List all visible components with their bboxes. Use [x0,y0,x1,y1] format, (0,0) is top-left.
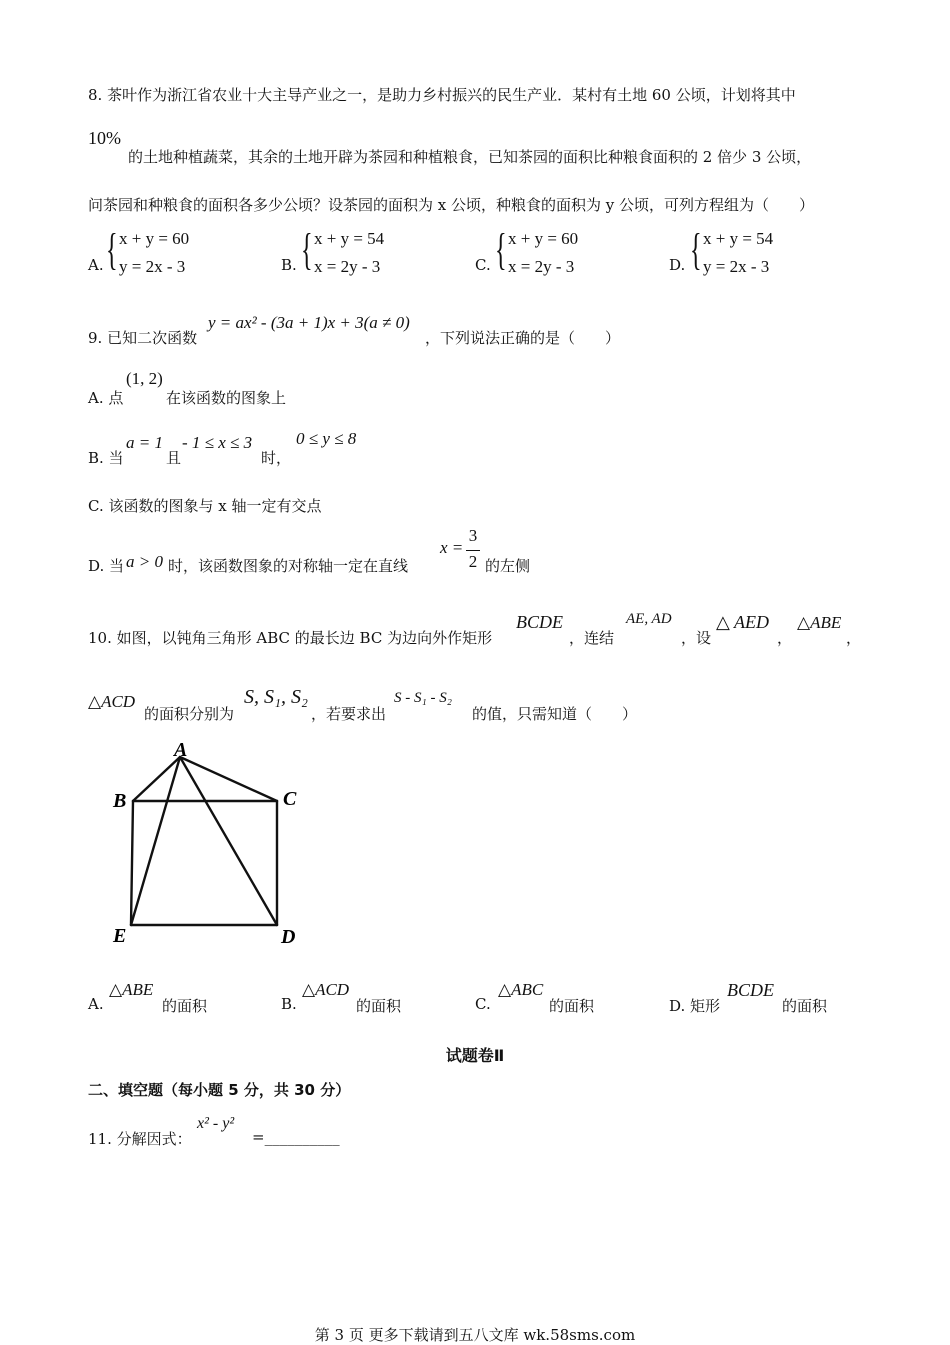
q10-figure [100,735,320,950]
q10-option-d-text: 的面积 [782,997,828,1015]
q9-a-prefix: A. 点 [88,389,124,407]
q9-b-prefix: B. 当 [88,449,124,467]
q8-option-c-label: C. [475,256,491,274]
q8-line2: 的土地种植蔬菜，其余的土地开辟为茶园和种植粮食，已知茶园的面积比种粮食面积的 2 倍少 3 公顷， [128,148,812,166]
q10-option-a-label: A. [88,995,104,1013]
brace-icon: { [690,225,702,274]
edge-ad [180,757,277,925]
q9-b-result: 0 ≤ y ≤ 8 [296,429,357,448]
q9-a-suffix: 在该函数的图象上 [166,389,287,407]
brace-icon: { [301,225,313,274]
page-footer: 第 3 页 更多下载请到五八文库 wk.58sms.com [314,1326,636,1344]
q10-rect-name: BCDE [516,612,563,632]
q10-option-c-math: △ABC [498,980,544,999]
q10-expr: S - S₁ - S₂ [394,690,452,706]
brace-icon: { [495,225,507,274]
q9-b-cond2: - 1 ≤ x ≤ 3 [182,433,253,452]
q11-prefix: 11. 分解因式： [88,1130,192,1148]
q8-option-d-label: D. [669,256,686,274]
q8-option-a-eq1: x + y = 60 [119,229,190,248]
q8-option-d-eq1: x + y = 54 [703,229,774,248]
q9-d-suffix: 的左侧 [485,557,531,575]
q8-option-b-eq1: x + y = 54 [314,229,385,248]
q10-option-b-math: △ACD [302,980,350,999]
q10-comma1: ， [777,629,793,647]
q8-option-b-eq2: x = 2y - 3 [314,257,381,276]
q9-b-and: 且 [166,449,182,467]
q9-d-mid: 时，该函数图象的对称轴一定在直线 [168,557,409,575]
q10-option-b-text: 的面积 [356,997,402,1015]
edge-ac [180,757,277,801]
q9-d-numerator: 3 [468,526,478,545]
q8-option-a-eq2: y = 2x - 3 [119,257,186,276]
q10-prefix: 10. 如图，以钝角三角形 ABC 的最长边 BC 为边向外作矩形 [88,629,493,647]
q10-find-text: ，若要求出 [311,705,387,723]
q10-triangle-abe: △ABE [797,613,842,632]
edge-be [131,801,133,925]
q9-d-prefix: D. 当 [88,557,125,575]
q10-triangle-acd: △ACD [88,692,136,711]
section-part-heading: 二、填空题（每小题 5 分，共 30 分） [88,1081,351,1099]
q9-d-cond: a > 0 [126,552,163,571]
q9-formula: y = ax² - (3a + 1)x + 3(a ≠ 0) [208,313,410,332]
q10-areas-text: 的面积分别为 [144,705,235,723]
q9-d-x: x = [440,538,464,557]
q11-expr: x² - y² [197,1115,235,1132]
q8-option-a-label: A. [88,256,104,274]
q10-comma2: ， [846,629,862,647]
q10-set: ，设 [681,629,712,647]
fraction-bar [466,550,480,551]
q11-answer-blank[interactable]: =__________ [252,1128,340,1146]
q9-d-denominator: 2 [468,552,478,571]
q10-option-c-text: 的面积 [549,997,595,1015]
label-d: D [281,926,296,948]
q9-b-when: 时， [261,449,292,467]
q10-tail: 的值，只需知道（ ） [472,705,638,723]
section-title: 试题卷Ⅱ [445,1046,505,1065]
q8-percent: 10% [88,128,121,148]
q10-areas: S, S₁, S₂ [244,686,308,708]
q10-option-d-math: BCDE [727,980,774,1000]
q9-option-c[interactable]: C. 该函数的图象与 x 轴一定有交点 [88,497,322,515]
q8-option-c-eq2: x = 2y - 3 [508,257,575,276]
edge-ae [131,757,180,925]
q8-option-b-label: B. [281,256,297,274]
label-c: C [283,788,297,810]
q8-line3: 问茶园和种粮食的面积各多少公顷？设茶园的面积为 x 公顷，种粮食的面积为 y 公顷，可列方程组为（ ） [88,196,815,214]
brace-icon: { [106,225,118,274]
q9-prefix: 9. 已知二次函数 [88,329,198,347]
q10-segments: AE, AD [626,611,672,627]
q9-a-point: (1, 2) [126,369,163,388]
q8-option-d-eq2: y = 2x - 3 [703,257,770,276]
q9-suffix: ，下列说法正确的是（ ） [425,329,621,347]
q10-option-c-label: C. [475,995,491,1013]
q8-option-c-eq1: x + y = 60 [508,229,579,248]
q10-option-a-math: △ABE [109,980,154,999]
q10-triangle-aed: △ AED [716,612,770,632]
q10-option-b-label: B. [281,995,297,1013]
q8-line1: 8. 茶叶作为浙江省农业十大主导产业之一，是助力乡村振兴的民生产业．某村有土地 60 公顷，计划将其中 [88,86,796,104]
label-e: E [113,925,127,947]
q9-b-cond1: a = 1 [126,433,163,452]
q10-option-a-text: 的面积 [162,997,208,1015]
label-a: A [174,739,188,761]
q10-option-d-label: D. 矩形 [669,997,721,1015]
label-b: B [113,790,127,812]
q10-connect: ，连结 [569,629,615,647]
